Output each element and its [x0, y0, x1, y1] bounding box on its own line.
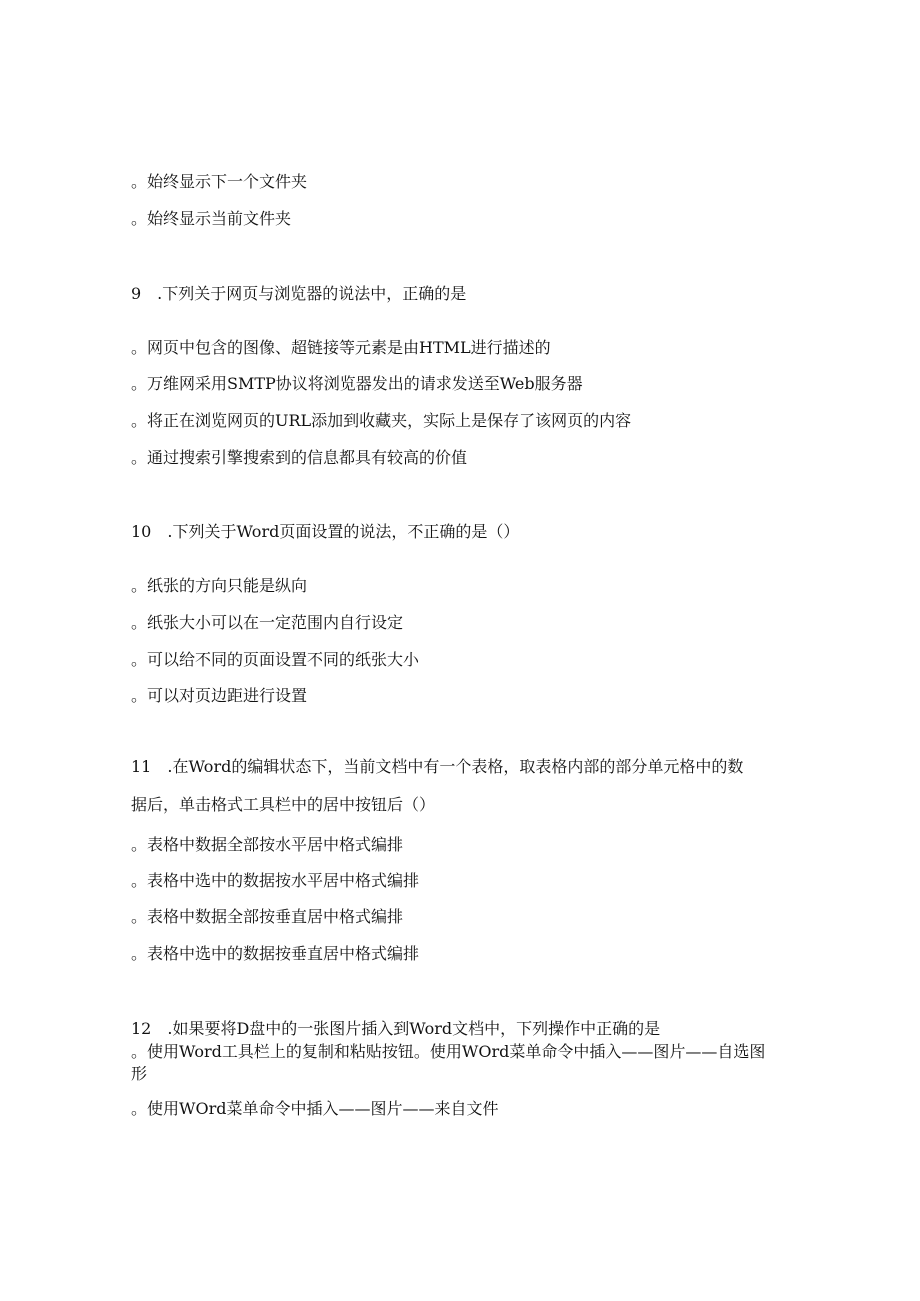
- q9-question: 9 .下列关于网页与浏览器的说法中，正确的是: [131, 284, 467, 303]
- q9-option-b: 。万维网采用SMTP协议将浏览器发出的请求发送至Web服务器: [131, 374, 583, 393]
- q10-option-a: 。纸张的方向只能是纵向: [131, 576, 308, 595]
- q9-option-c: 。将正在浏览网页的URL添加到收藏夹，实际上是保存了该网页的内容: [131, 411, 632, 430]
- q8-option-c: 。始终显示下一个文件夹: [131, 172, 308, 191]
- q12-option-combined: 。使用Word工具栏上的复制和粘贴按钮。使用WOrd菜单命令中插入——图片——自选图形: [131, 1042, 766, 1083]
- q11-option-d: 。表格中选中的数据按垂直居中格式编排: [131, 944, 420, 963]
- q9-option-a: 。网页中包含的图像、超链接等元素是由HTML进行描述的: [131, 338, 551, 357]
- q11-option-c: 。表格中数据全部按垂直居中格式编排: [131, 907, 404, 926]
- q10-option-c: 。可以给不同的页面设置不同的纸张大小: [131, 650, 420, 669]
- q9-option-d: 。通过搜索引擎搜索到的信息都具有较高的价值: [131, 448, 468, 467]
- q12-question: 12 .如果要将D盘中的一张图片插入到Word文档中，下列操作中正确的是: [131, 1019, 661, 1038]
- q11-option-b: 。表格中选中的数据按水平居中格式编排: [131, 871, 420, 890]
- q11-question-line1: 11 .在Word的编辑状态下，当前文档中有一个表格，取表格内部的部分单元格中的数: [131, 757, 744, 776]
- q10-question: 10 .下列关于Word页面设置的说法，不正确的是（）: [131, 522, 520, 541]
- q12-option-last: 。使用WOrd菜单命令中插入——图片——来自文件: [131, 1099, 499, 1118]
- q11-question-line2: 据后，单击格式工具栏中的居中按钮后（）: [131, 795, 436, 814]
- q10-option-b: 。纸张大小可以在一定范围内自行设定: [131, 613, 404, 632]
- q11-option-a: 。表格中数据全部按水平居中格式编排: [131, 835, 404, 854]
- q8-option-d: 。始终显示当前文件夹: [131, 209, 292, 228]
- q10-option-d: 。可以对页边距进行设置: [131, 686, 308, 705]
